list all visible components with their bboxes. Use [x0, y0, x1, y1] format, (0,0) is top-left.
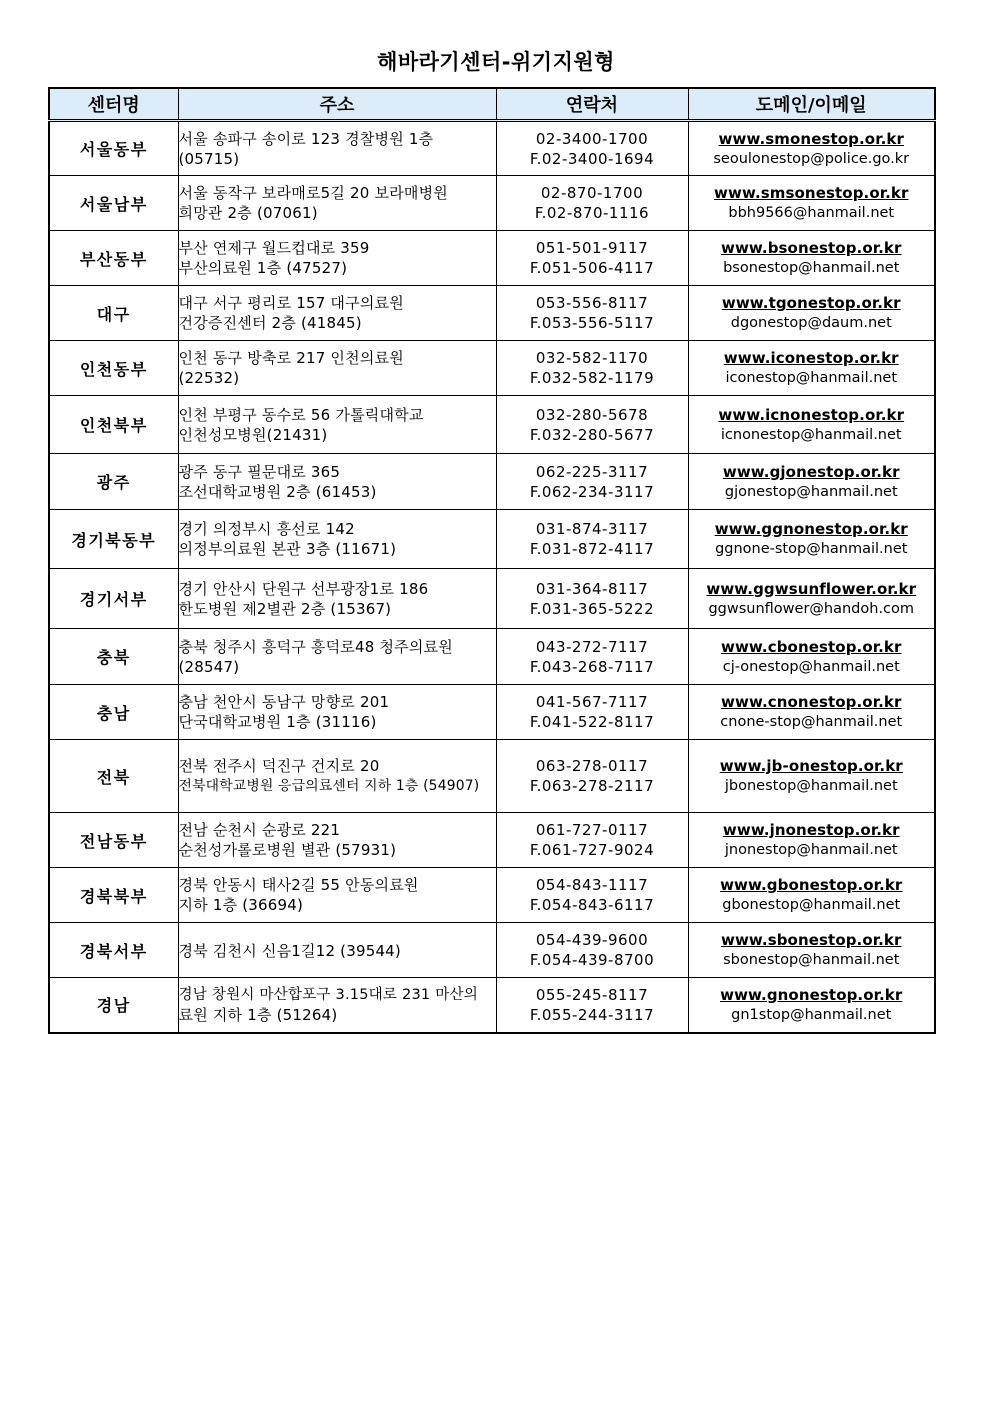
- fax-number: F.031-365-5222: [529, 599, 655, 618]
- center-contact: [496, 286, 688, 341]
- address-line: (28547): [178, 657, 240, 676]
- domain-link[interactable]: www.cbonestop.or.kr: [721, 637, 902, 656]
- center-contact: [496, 231, 688, 286]
- center-contact: [496, 629, 688, 685]
- center-name: 경북북부: [49, 868, 178, 923]
- email-address: jnonestop@hanmail.net: [724, 842, 898, 858]
- domain-link[interactable]: www.jb-onestop.or.kr: [719, 757, 903, 775]
- center-domain-email: [688, 286, 935, 341]
- center-address: [178, 813, 496, 868]
- email-address: ggnone-stop@hanmail.net: [715, 541, 908, 557]
- domain-link[interactable]: www.sbonestop.or.kr: [720, 931, 902, 949]
- address-line: 경기 의정부시 흥선로 142: [178, 520, 355, 538]
- table-row: [49, 231, 935, 286]
- center-domain-email: [688, 813, 935, 868]
- domain-link[interactable]: www.iconestop.or.kr: [723, 349, 899, 367]
- domain-link[interactable]: www.smonestop.or.kr: [718, 129, 904, 148]
- table-row: [49, 569, 935, 629]
- table-row: [49, 454, 935, 510]
- center-address: [178, 454, 496, 510]
- address-line: 조선대학교병원 2층 (61453): [178, 482, 377, 501]
- table-row: [49, 923, 935, 978]
- center-contact: [496, 176, 688, 231]
- email-address: jbonestop@hanmail.net: [724, 778, 898, 794]
- fax-number: F.032-280-5677: [529, 425, 655, 444]
- table-row: [49, 740, 935, 813]
- center-contact: [496, 813, 688, 868]
- address-line: 서울 송파구 송이로 123 경찰병원 1층: [178, 129, 434, 148]
- center-address: [178, 396, 496, 454]
- center-domain-email: [688, 121, 935, 176]
- center-address: [178, 629, 496, 685]
- center-name: 인천동부: [49, 341, 178, 396]
- table-row: [49, 510, 935, 569]
- page-title: 해바라기센터-위기지원형: [377, 50, 615, 74]
- phone-number: 02-3400-1700: [535, 129, 649, 148]
- center-name: 경북서부: [49, 923, 178, 978]
- table-row: [49, 176, 935, 231]
- table-row: [49, 396, 935, 454]
- address-line: 인천 동구 방축로 217 인천의료원: [178, 349, 404, 367]
- center-name: 대구: [49, 286, 178, 341]
- fax-number: F.02-3400-1694: [529, 149, 655, 168]
- phone-number: 032-280-5678: [535, 405, 649, 424]
- center-name: 충남: [49, 685, 178, 740]
- address-line: 단국대학교병원 1층 (31116): [178, 713, 377, 731]
- email-address: ggwsunflower@handoh.com: [708, 600, 915, 617]
- center-name: 전남동부: [49, 813, 178, 868]
- email-address: cj-onestop@hanmail.net: [722, 658, 900, 675]
- address-line: 희망관 2층 (07061): [178, 204, 318, 222]
- center-contact: [496, 510, 688, 569]
- address-line: (22532): [178, 369, 240, 387]
- center-address: [178, 685, 496, 740]
- center-address: [178, 569, 496, 629]
- address-line: 서울 동작구 보라매로5길 20 보라매병원: [178, 184, 448, 202]
- center-name: 서울동부: [49, 121, 178, 176]
- address-line: 경기 안산시 단원구 선부광장1로 186: [178, 579, 429, 598]
- email-address: seoulonestop@police.go.kr: [713, 150, 910, 167]
- address-line: 전북 전주시 덕진구 건지로 20: [178, 757, 380, 775]
- center-contact: [496, 923, 688, 978]
- center-name: 경기서부: [49, 569, 178, 629]
- center-domain-email: [688, 231, 935, 286]
- table-header-row: [49, 88, 935, 121]
- center-domain-email: [688, 740, 935, 813]
- address-line: 부산 연제구 월드컵대로 359: [178, 239, 370, 257]
- address-line: 경북 안동시 태사2길 55 안동의료원: [178, 876, 419, 894]
- domain-link[interactable]: www.ggwsunflower.or.kr: [706, 579, 917, 598]
- phone-number: 053-556-8117: [535, 294, 649, 312]
- phone-number: 031-364-8117: [535, 579, 649, 598]
- center-address: [178, 176, 496, 231]
- address-line: 의정부의료원 본관 3층 (11671): [178, 540, 397, 558]
- center-domain-email: [688, 923, 935, 978]
- phone-number: 02-870-1700: [540, 184, 644, 202]
- table-row: [49, 813, 935, 868]
- center-address: [178, 740, 496, 813]
- address-line: 전남 순천시 순광로 221: [178, 821, 341, 839]
- address-line: 전북대학교병원 응급의료센터 지하 1층 (54907): [178, 778, 480, 794]
- center-domain-email: [688, 396, 935, 454]
- domain-link[interactable]: www.gjonestop.or.kr: [722, 462, 900, 481]
- center-name: 전북: [49, 740, 178, 813]
- center-address: [178, 341, 496, 396]
- phone-number: 031-874-3117: [535, 520, 649, 538]
- center-contact: [496, 868, 688, 923]
- center-contact: [496, 978, 688, 1033]
- domain-link[interactable]: www.smsonestop.or.kr: [714, 184, 909, 202]
- center-address: [178, 510, 496, 569]
- center-address: [178, 286, 496, 341]
- center-contact: [496, 740, 688, 813]
- address-line: 광주 동구 필문대로 365: [178, 462, 341, 481]
- phone-number: 063-278-0117: [535, 757, 649, 775]
- center-domain-email: [688, 454, 935, 510]
- center-address: [178, 923, 496, 978]
- domain-link[interactable]: www.ggnonestop.or.kr: [714, 520, 908, 538]
- center-address: [178, 231, 496, 286]
- center-name: 부산동부: [49, 231, 178, 286]
- address-line: 충북 청주시 흥덕구 흥덕로48 청주의료원: [178, 637, 453, 656]
- phone-number: 062-225-3117: [535, 462, 649, 481]
- fax-number: F.053-556-5117: [529, 314, 655, 332]
- phone-number: 041-567-7117: [535, 693, 649, 711]
- center-domain-email: [688, 978, 935, 1033]
- center-domain-email: [688, 341, 935, 396]
- email-address: gjonestop@hanmail.net: [724, 483, 898, 500]
- phone-number: 054-439-9600: [535, 931, 649, 949]
- center-name: 경기북동부: [49, 510, 178, 569]
- domain-link[interactable]: www.jnonestop.or.kr: [722, 821, 900, 839]
- center-contact: [496, 121, 688, 176]
- center-domain-email: [688, 510, 935, 569]
- fax-number: F.043-268-7117: [529, 657, 655, 676]
- address-line: 경북 김천시 신음1길12 (39544): [178, 941, 401, 960]
- email-address: gbonestop@hanmail.net: [722, 897, 901, 913]
- table-row: [49, 978, 935, 1033]
- fax-number: F.031-872-4117: [529, 540, 655, 558]
- address-line: 인천성모병원(21431): [178, 425, 328, 444]
- table-row: [49, 629, 935, 685]
- address-line: 경남 창원시 마산합포구 3.15대로 231 마산의: [178, 985, 478, 1003]
- address-line: 순천성가롤로병원 별관 (57931): [178, 841, 397, 859]
- header-domain-email: 도메인/이메일: [688, 88, 935, 121]
- center-contact: [496, 341, 688, 396]
- address-line: 충남 천안시 동남구 망향로 201: [178, 693, 390, 711]
- email-address: sbonestop@hanmail.net: [723, 952, 900, 968]
- center-name: 인천북부: [49, 396, 178, 454]
- table-row: [49, 341, 935, 396]
- email-address: bsonestop@hanmail.net: [723, 260, 900, 276]
- table-row: [49, 286, 935, 341]
- table-row: [49, 685, 935, 740]
- fax-number: F.061-727-9024: [529, 841, 655, 859]
- fax-number: F.032-582-1179: [529, 369, 655, 387]
- center-contact: [496, 685, 688, 740]
- center-domain-email: [688, 569, 935, 629]
- table-row: [49, 121, 935, 176]
- domain-link[interactable]: www.icnonestop.or.kr: [718, 405, 905, 424]
- center-name: 서울남부: [49, 176, 178, 231]
- center-domain-email: [688, 868, 935, 923]
- center-name: 충북: [49, 629, 178, 685]
- center-contact: [496, 569, 688, 629]
- address-line: 지하 1층 (36694): [178, 896, 304, 914]
- fax-number: F.02-870-1116: [534, 204, 650, 222]
- address-line: 부산의료원 1층 (47527): [178, 259, 348, 277]
- fax-number: F.055-244-3117: [529, 1005, 655, 1024]
- center-name: 광주: [49, 454, 178, 510]
- center-name: 경남: [49, 978, 178, 1033]
- table-body: [49, 121, 935, 1033]
- domain-link[interactable]: www.cnonestop.or.kr: [721, 693, 902, 711]
- address-line: 료원 지하 1층 (51264): [178, 1005, 338, 1024]
- center-address: [178, 121, 496, 176]
- email-address: iconestop@hanmail.net: [725, 370, 898, 386]
- header-name: 센터명: [49, 88, 178, 121]
- fax-number: F.063-278-2117: [529, 777, 655, 795]
- phone-number: 054-843-1117: [535, 876, 649, 894]
- center-contact: [496, 396, 688, 454]
- table-row: [49, 868, 935, 923]
- email-address: cnone-stop@hanmail.net: [720, 714, 903, 730]
- phone-number: 061-727-0117: [535, 821, 649, 839]
- email-address: bbh9566@hanmail.net: [728, 205, 895, 221]
- email-address: dgonestop@daum.net: [730, 315, 892, 331]
- address-line: (05715): [178, 149, 240, 168]
- center-table: [48, 87, 936, 1034]
- phone-number: 051-501-9117: [535, 239, 649, 257]
- email-address: icnonestop@hanmail.net: [720, 426, 902, 443]
- center-domain-email: [688, 685, 935, 740]
- address-line: 건강증진센터 2층 (41845): [178, 314, 362, 332]
- center-domain-email: [688, 629, 935, 685]
- center-address: [178, 978, 496, 1033]
- email-address: gn1stop@hanmail.net: [731, 1006, 892, 1023]
- phone-number: 043-272-7117: [535, 637, 649, 656]
- address-line: 인천 부평구 동수로 56 가톨릭대학교: [178, 405, 424, 424]
- domain-link[interactable]: www.tgonestop.or.kr: [721, 294, 901, 312]
- center-contact: [496, 454, 688, 510]
- address-line: 한도병원 제2별관 2층 (15367): [178, 599, 392, 618]
- domain-link[interactable]: www.gbonestop.or.kr: [720, 876, 903, 894]
- phone-number: 032-582-1170: [535, 349, 649, 367]
- fax-number: F.062-234-3117: [529, 482, 655, 501]
- fax-number: F.041-522-8117: [529, 713, 655, 731]
- center-address: [178, 868, 496, 923]
- fax-number: F.054-439-8700: [529, 951, 655, 969]
- domain-link[interactable]: www.bsonestop.or.kr: [720, 239, 902, 257]
- domain-link[interactable]: www.gnonestop.or.kr: [720, 985, 903, 1004]
- fax-number: F.054-843-6117: [529, 896, 655, 914]
- address-line: 대구 서구 평리로 157 대구의료원: [178, 294, 404, 312]
- center-domain-email: [688, 176, 935, 231]
- phone-number: 055-245-8117: [535, 985, 649, 1004]
- header-address: 주소: [178, 88, 496, 121]
- fax-number: F.051-506-4117: [529, 259, 655, 277]
- header-contact: 연락처: [496, 88, 688, 121]
